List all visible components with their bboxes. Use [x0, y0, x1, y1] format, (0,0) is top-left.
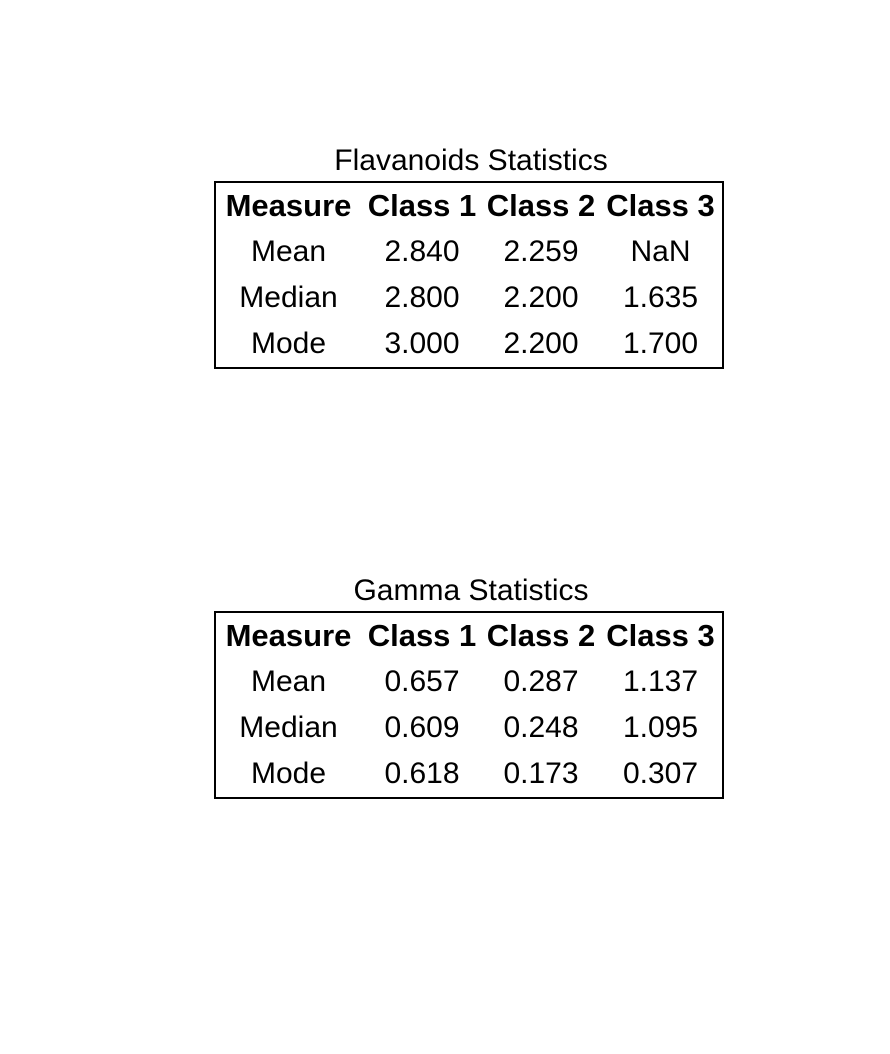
- table-cell: 1.700: [622, 327, 699, 360]
- header-class-3: Class 3: [606, 618, 715, 653]
- header-class-1: Class 1: [367, 618, 477, 653]
- table-cell: 2.800: [384, 281, 460, 314]
- header-measure: Measure: [225, 188, 352, 223]
- table-cell: 0.307: [622, 757, 699, 790]
- table-cell: 0.618: [384, 757, 460, 790]
- gamma-stats-table: [214, 611, 724, 799]
- table-row: [215, 705, 723, 751]
- table-row: [215, 751, 723, 798]
- table-cell: 0.173: [503, 757, 579, 790]
- row-label: Median: [239, 711, 338, 744]
- flavanoids-stats-table: [214, 181, 724, 369]
- table-cell: NaN: [630, 235, 691, 268]
- table-row: [215, 321, 723, 368]
- table-cell: 2.200: [503, 281, 579, 314]
- table-caption: Flavanoids Statistics: [334, 144, 608, 177]
- table-cell: 2.200: [503, 327, 579, 360]
- header-class-3: Class 3: [606, 188, 715, 223]
- header-row: [215, 612, 723, 659]
- row-label: Median: [239, 281, 338, 314]
- table-cell: 3.000: [384, 327, 460, 360]
- table-caption: Gamma Statistics: [353, 574, 589, 607]
- table-cell: 0.609: [384, 711, 460, 744]
- table-cell: 2.259: [503, 235, 579, 268]
- table-cell: 0.657: [384, 665, 460, 698]
- table-cell: 1.635: [622, 281, 699, 314]
- table-row: [215, 659, 723, 705]
- table-cell: 1.137: [622, 665, 699, 698]
- row-label: Mode: [250, 327, 327, 360]
- gamma-stats-block: [214, 571, 722, 799]
- row-label: Mean: [250, 665, 327, 698]
- header-class-1: Class 1: [367, 188, 477, 223]
- table-cell: 1.095: [622, 711, 699, 744]
- table-row: [215, 275, 723, 321]
- table-cell: 0.248: [503, 711, 579, 744]
- table-cell: 0.287: [503, 665, 579, 698]
- row-label: Mode: [250, 757, 327, 790]
- header-row: [215, 182, 723, 229]
- table-row: [215, 229, 723, 275]
- header-measure: Measure: [225, 618, 352, 653]
- flavanoids-stats-block: [214, 141, 722, 369]
- header-class-2: Class 2: [486, 618, 596, 653]
- row-label: Mean: [250, 235, 327, 268]
- header-class-2: Class 2: [486, 188, 596, 223]
- table-cell: 2.840: [384, 235, 460, 268]
